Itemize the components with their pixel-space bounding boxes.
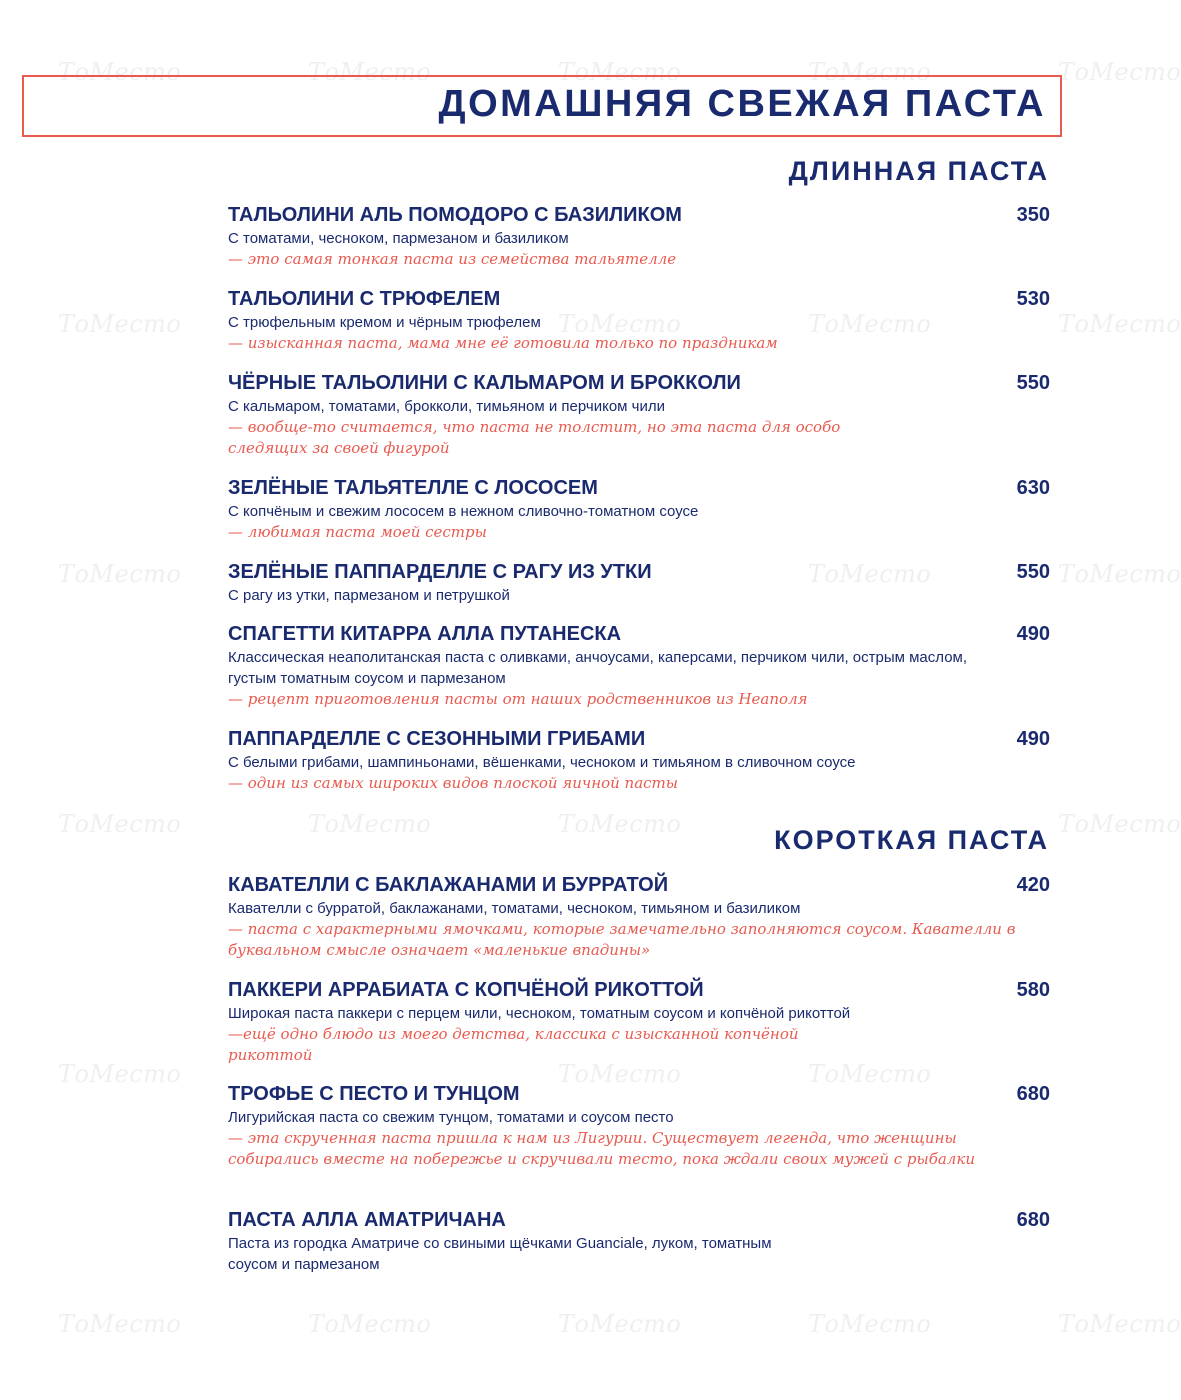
menu-item-name: ПАППАРДЕЛЛЕ С СЕЗОННЫМИ ГРИБАМИ [228, 728, 646, 750]
watermark: ТоМесто [808, 1310, 932, 1338]
menu-item-description: С томатами, чесноком, пармезаном и базиликом [228, 230, 569, 247]
menu-item-description: С кальмаром, томатами, брокколи, тимьяном и перчиком чили [228, 398, 665, 415]
section-title-long-pasta: ДЛИННАЯ ПАСТА [788, 156, 1049, 186]
watermark: ТоМесто [1058, 560, 1181, 588]
watermark: ТоМесто [308, 1310, 432, 1338]
menu-item-note: —ещё одно блюдо из моего детства, классика с изысканной копчёной рикоттой [228, 1025, 799, 1064]
menu-item-description: Паста из городка Аматриче со свиными щёчками Guanciale, луком, томатным соусом и пармезаном [228, 1235, 772, 1273]
menu-item-price: 350 [1016, 204, 1050, 226]
menu-item-price: 490 [1016, 728, 1050, 750]
watermark: ТоМесто [558, 1310, 682, 1338]
watermark: ТоМесто [558, 58, 682, 86]
menu-item-name: КАВАТЕЛЛИ С БАКЛАЖАНАМИ И БУРРАТОЙ [228, 874, 669, 896]
menu-item-note: — один из самых широких видов плоской яичной пасты [228, 774, 678, 792]
menu-item-name: СПАГЕТТИ КИТАРРА АЛЛА ПУТАНЕСКА [228, 623, 622, 645]
menu-item-description: С копчёным и свежим лососем в нежном сливочно-томатном соусе [228, 503, 699, 520]
watermark: ТоМесто [58, 310, 182, 338]
menu-item-description: Лигурийская паста со свежим тунцом, томатами и соусом песто [228, 1109, 674, 1126]
watermark: ТоМесто [308, 58, 432, 86]
watermark: ТоМесто [558, 810, 682, 838]
menu-item-price: 530 [1016, 288, 1050, 310]
menu-item-description: Кавателли с бурратой, баклажанами, томатами, чесноком, тимьяном и базиликом [228, 900, 801, 917]
menu-item-name: ПАККЕРИ АРРАБИАТА С КОПЧЁНОЙ РИКОТТОЙ [228, 979, 704, 1001]
menu-item [228, 978, 1050, 1066]
watermark: ТоМесто [58, 560, 182, 588]
menu-item-note: — любимая паста моей сестры [228, 523, 487, 541]
menu-item [228, 476, 1050, 543]
menu-item-name: ЗЕЛЁНЫЕ ПАППАРДЕЛЛЕ С РАГУ ИЗ УТКИ [228, 561, 652, 583]
menu-item-price: 420 [1016, 874, 1050, 896]
menu-item-price: 550 [1016, 372, 1050, 394]
page-title: ДОМАШНЯЯ СВЕЖАЯ ПАСТА [438, 83, 1046, 125]
watermark: ТоМесто [1058, 310, 1181, 338]
menu-item-note: — паста с характерными ямочками, которые замечательно заполняются соусом. Кавателли в буквальном смысле означает «маленькие впадины» [228, 920, 1016, 959]
page-title-box [22, 75, 1062, 137]
menu-item-note: — вообще-то считается, что паста не толстит, но эта паста для особо следящих за своей фигурой [228, 418, 841, 457]
watermark: ТоМесто [808, 560, 932, 588]
menu-item-description: Широкая паста паккери с перцем чили, чесноком, томатным соусом и копчёной рикоттой [228, 1005, 851, 1022]
menu-item-price: 580 [1016, 979, 1050, 1001]
menu-item-price: 630 [1016, 477, 1050, 499]
watermark: ТоМесто [1058, 58, 1181, 86]
menu-item [228, 203, 1050, 270]
watermark: ТоМесто [558, 310, 682, 338]
menu-item-name: ТАЛЬОЛИНИ С ТРЮФЕЛЕМ [228, 288, 501, 310]
menu-item [228, 371, 1050, 459]
menu-item-name: ЧЁРНЫЕ ТАЛЬОЛИНИ С КАЛЬМАРОМ И БРОККОЛИ [228, 372, 741, 394]
menu-item-name: ПАСТА АЛЛА АМАТРИЧАНА [228, 1209, 506, 1231]
section-title-short-pasta: КОРОТКАЯ ПАСТА [774, 825, 1049, 855]
menu-item-description: Классическая неаполитанская паста с оливками, анчоусами, каперсами, перчиком чили, острым маслом, густым томатным соусом и пармезаном [228, 649, 968, 687]
menu-item [228, 1082, 1050, 1170]
menu-item [228, 287, 1050, 354]
menu-item-note: — изысканная паста, мама мне её готовила только по праздникам [228, 334, 778, 352]
menu-item-price: 680 [1016, 1209, 1050, 1231]
watermark: ТоМесто [1058, 810, 1181, 838]
watermark: ТоМесто [558, 1060, 682, 1088]
watermark: ТоМесто [808, 1060, 932, 1088]
menu-item-price: 680 [1016, 1083, 1050, 1105]
watermark: ТоМесто [1058, 1310, 1181, 1338]
menu-item-name: ЗЕЛЁНЫЕ ТАЛЬЯТЕЛЛЕ С ЛОСОСЕМ [228, 477, 598, 499]
menu-item-name: ТРОФЬЕ С ПЕСТО И ТУНЦОМ [228, 1083, 520, 1105]
watermark: ТоМесто [308, 810, 432, 838]
menu-item-note: — эта скрученная паста пришла к нам из Лигурии. Существует легенда, что женщины собирались вместе на побережье и скручивали тесто, пока ждали своих мужей с рыбалки [228, 1129, 975, 1168]
watermark: ТоМесто [58, 58, 182, 86]
menu-item [228, 727, 1050, 794]
menu-item [228, 622, 1050, 710]
menu-item-price: 490 [1016, 623, 1050, 645]
watermark: ТоМесто [58, 1310, 182, 1338]
menu-item-name: ТАЛЬОЛИНИ АЛЬ ПОМОДОРО С БАЗИЛИКОМ [228, 204, 682, 226]
menu-item [228, 873, 1050, 961]
menu-item-note: — рецепт приготовления пасты от наших родственников из Неаполя [228, 690, 808, 708]
menu-item-description: С трюфельным кремом и чёрным трюфелем [228, 314, 541, 331]
menu-item-description: С белыми грибами, шампиньонами, вёшенками, чесноком и тимьяном в сливочном соусе [228, 754, 856, 771]
menu-item-description: С рагу из утки, пармезаном и петрушкой [228, 587, 510, 604]
watermark: ТоМесто [58, 1060, 182, 1088]
menu-item-price: 550 [1016, 561, 1050, 583]
menu-item [228, 1208, 1050, 1275]
watermark: ТоМесто [808, 58, 932, 86]
watermark: ТоМесто [808, 310, 932, 338]
watermark: ТоМесто [58, 810, 182, 838]
menu-item-note: — это самая тонкая паста из семейства тальятелле [228, 250, 677, 268]
menu-item [228, 560, 1050, 606]
